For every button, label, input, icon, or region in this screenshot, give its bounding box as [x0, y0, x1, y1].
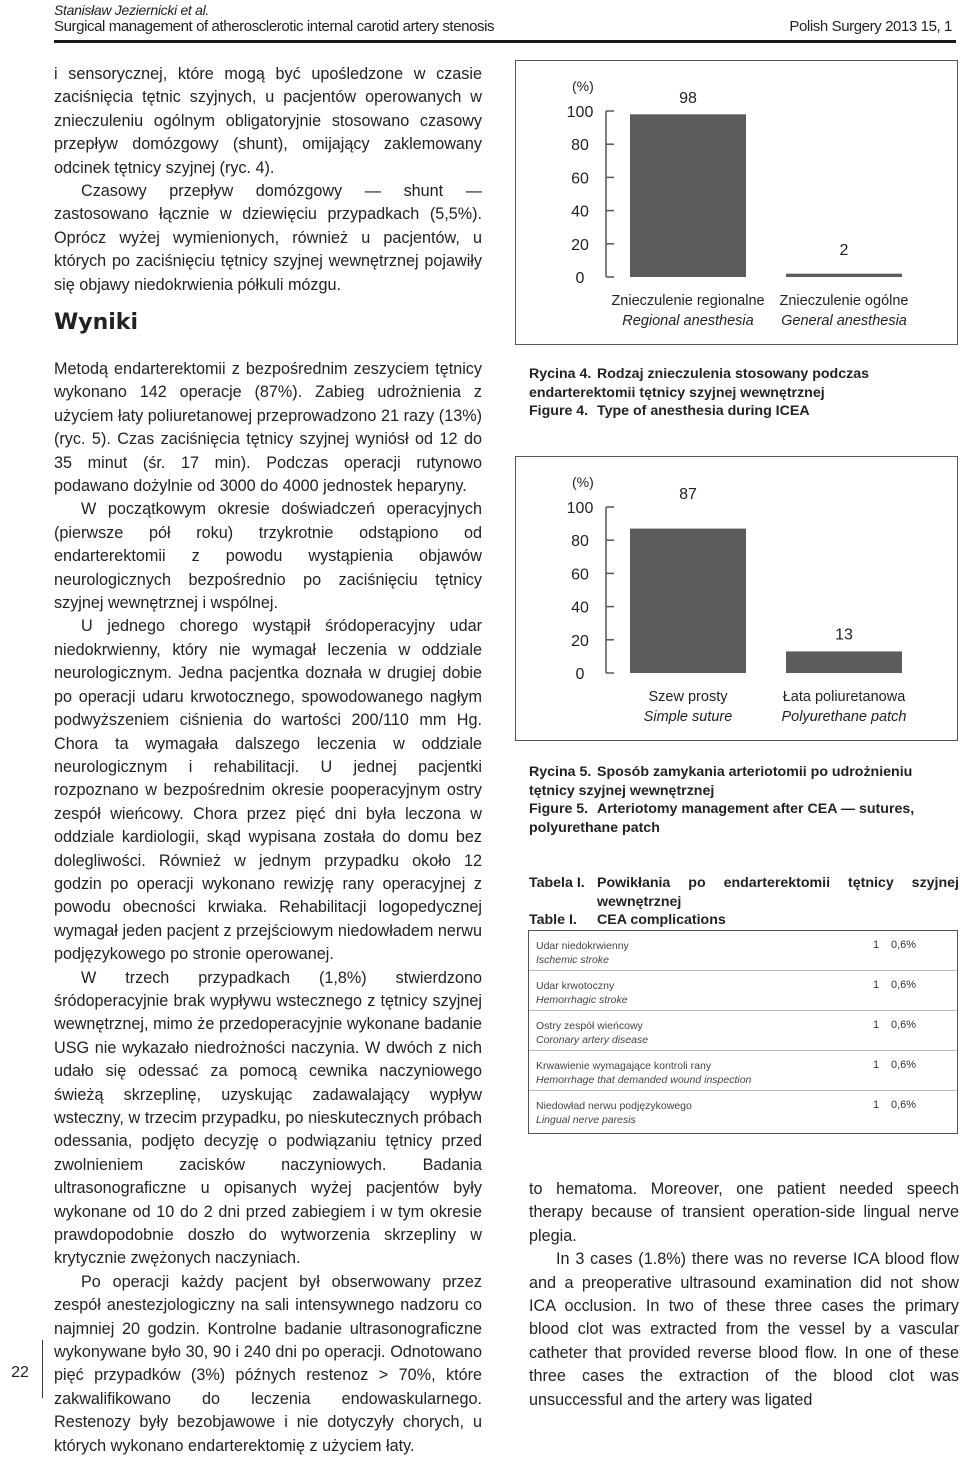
y-tick-label: 40 [571, 599, 589, 617]
table-cell-en: Hemorrhagic stroke [536, 994, 628, 1006]
table-1-caption [529, 874, 959, 930]
figure-5-label-en: Figure 5. [529, 801, 589, 817]
y-tick-label: 80 [571, 533, 589, 551]
table-cell-percent: 0,6% [891, 979, 917, 991]
table-1 [528, 930, 958, 1134]
figure-4-label-pl: Rycina 4. [529, 366, 592, 382]
paragraph: i sensorycznej, które mogą być upośledzone w czasie zaciśnięcia tętnic szyjnych, u pacjentów operowanych w znieczuleniu ogólnym obligatoryjnie stosowano czasowy przepływ domózgowy (shunt), omijający zaklemowany odcinek tętnicy szyjnej (ryc. 4). [54, 65, 482, 177]
figure-5-svg [516, 457, 957, 740]
table-row [529, 1091, 957, 1131]
page-number: 22 [11, 1364, 29, 1381]
bar-value-label: 2 [839, 242, 849, 259]
table-1-label-pl: Tabela I. [529, 875, 585, 891]
figure-5-text-en: Arteriotomy management after CEA — sutures, polyurethane patch [529, 801, 915, 836]
table-cell-en: Ischemic stroke [536, 954, 609, 966]
bar [786, 274, 902, 277]
section-title: Wyniki [54, 310, 138, 335]
table-1-title-en: CEA complications [597, 912, 726, 928]
y-axis-label: (%) [572, 474, 594, 490]
figure-4-caption [529, 365, 959, 421]
y-tick-label: 40 [571, 203, 589, 221]
table-row [529, 971, 957, 1011]
figure-5-text-pl: Sposób zamykania arteriotomii po udrożnieniu tętnicy szyjnej wewnętrznej [529, 764, 913, 799]
paragraph: W trzech przypadkach (1,8%) stwierdzono śródoperacyjnie brak wypływu wstecznego z tętnicy szyjnej wewnętrznej, mimo że przedoperacyjnie wykonane badanie USG nie wykazało niedrożności naczynia. W dwóch z nich udało się odessać za pomocą cewnika naczyniowego świeżą skrzeplinę, uzyskując zadawalający wypływ wsteczny, w trzecim przypadku, po nieskutecznych próbach odessania, podjęto decyzję o podwiązaniu tętnicy przed zwolnieniem zacisków naczyniowych. Badania ultrasonograficzne u opisanych wyżej pacjentów były wykonane od 10 do 2 dni przed zabiegiem i w tym okresie prawdopodobnie doszło do wytworzenia skrzepliny w krytycznie zwężonych naczyniach. [54, 968, 482, 1268]
x-tick-label: Łata poliuretanowa [782, 689, 906, 705]
y-tick-label: 60 [571, 170, 589, 188]
bar [630, 529, 746, 673]
y-tick-label: 60 [571, 566, 589, 584]
paragraph: W początkowym okresie doświadczeń operacyjnych (pierwsze pół roku) trzykrotnie odstąpiono od endarterektomii z powodu wystąpienia objawów neurologicznych bezpośrednio po zaciśnięciu tętnicy szyjnej wewnętrznej i wspólnej. [54, 500, 482, 613]
table-row [529, 1051, 957, 1091]
header-rule [54, 40, 956, 43]
bar-value-label: 13 [835, 626, 853, 644]
table-row [529, 1011, 957, 1051]
table-1-title-pl: Powikłania po endarterektomii tętnicy szyjnej wewnętrznej [597, 875, 959, 910]
paragraph: to hematoma. Moreover, one patient needed speech therapy because of transient operation-side lingual nerve plegia. [529, 1180, 959, 1245]
y-tick-label: 20 [571, 236, 589, 254]
table-cell-en: Hemorrhage that demanded wound inspection [536, 1074, 752, 1086]
figure-4-chart [515, 60, 958, 345]
table-cell-percent: 0,6% [891, 1059, 917, 1071]
table-cell-count: 1 [873, 1099, 880, 1111]
table-cell-pl: Udar niedokrwienny [536, 940, 629, 952]
page-number-rule [42, 1340, 43, 1398]
table-cell-pl: Krwawienie wymagające kontroli rany [536, 1060, 712, 1072]
y-tick-label: 100 [566, 500, 594, 517]
table-cell-count: 1 [873, 1019, 880, 1031]
table-1-label-en: Table I. [529, 912, 577, 928]
paragraph: Czasowy przepływ domózgowy — shunt — zastosowano łącznie w dziewięciu przypadkach (5,5%). Oprócz wyżej wymienionych, również u pacjentów, u których po zaciśnięciu tętnicy szyjnej wewnętrznej pojawiły się objawy niedokrwienia półkuli mózgu. [54, 182, 482, 294]
table-cell-pl: Udar krwotoczny [536, 980, 615, 992]
table-cell-pl: Niedowład nerwu podjęzykowego [536, 1100, 692, 1112]
paragraph: In 3 cases (1.8%) there was no reverse ICA blood flow and a preoperative ultrasound examination did not show ICA occlusion. In two of these three cases the primary blood clot was extracted from the vessel by a vascular catheter that provided reverse blood flow. In one of these three cases the extraction of the blood clot was unsuccessful and the artery was ligated [529, 1250, 959, 1409]
table-cell-count: 1 [873, 1059, 880, 1071]
x-tick-label: Znieczulenie ogólne [779, 293, 909, 309]
x-tick-label-en: Regional anesthesia [622, 313, 754, 329]
figure-4-svg [516, 61, 957, 344]
paragraph: Metodą endarterektomii z bezpośrednim zeszyciem tętnicy wykonano 142 operacje (87%). Zabieg udrożnienia z użyciem łaty poliuretanowej przeprowadzono 21 razy (13%) (ryc. 5). Czas zaciśnięcia tętnicy szyjnej wyniósł od 12 do 35 minut (śr. 17 min). Podczas operacji rutynowo podawano dożylnie od 3000 do 4000 jednostek heparyny. [54, 360, 482, 496]
figure-5-chart [515, 456, 958, 741]
figure-5-label-pl: Rycina 5. [529, 764, 592, 780]
table-cell-percent: 0,6% [891, 1019, 917, 1031]
y-axis-label: (%) [572, 78, 594, 94]
header-article-title: Surgical management of atherosclerotic internal carotid artery stenosis [54, 18, 495, 35]
x-tick-label: Znieczulenie regionalne [611, 293, 765, 309]
table-cell-en: Coronary artery disease [536, 1034, 649, 1046]
table-cell-en: Lingual nerve paresis [536, 1114, 636, 1126]
bar-value-label: 87 [679, 486, 697, 503]
table-cell-pl: Ostry zespół wieńcowy [536, 1020, 643, 1032]
header-author: Stanisław Jeziernicki et al. [54, 2, 209, 18]
x-tick-label-en: Simple suture [643, 709, 733, 725]
y-tick-label: 0 [575, 270, 585, 287]
y-tick-label: 20 [571, 632, 589, 650]
figure-4-text-pl: Rodzaj znieczulenia stosowany podczas endarterektomii tętnicy szyjnej wewnętrznej [529, 366, 869, 401]
figure-4-text-en: Type of anesthesia during ICEA [597, 403, 810, 419]
x-tick-label-en: Polyurethane patch [781, 709, 907, 725]
table-row [529, 931, 957, 971]
table-cell-count: 1 [873, 939, 880, 951]
paragraph: U jednego chorego wystąpił śródoperacyjny udar niedokrwienny, który nie wymagał leczenia w oddziale neurologicznym. Jedna pacjentka doznała w drugiej dobie po operacji udaru krwotocznego, spowodowanego nagłym podwyższeniem ciśnienia do wartości 200/110 mm Hg. Chora ta wymagała dalszego leczenia w oddziale neurologicznym i rehabilitacji. U jednej pacjentki rozpoznano w bezpośrednim okresie pooperacyjnym ostry zespół wieńcowy. Chora przez pięć dni była leczona w oddziale kardiologii, skąd wypisana została do domu bez dolegliwości. Również w jednym przypadku około 12 godzin po operacji wykonano rewizję rany operacyjnej z powodu obecności krwiaka. Rehabilitacji logopedycznej wymagał jeden pacjent z przejściowym niedowładem nerwu podjęzykowego po stronie operowanej. [54, 617, 482, 964]
bar-value-label: 98 [679, 90, 697, 107]
left-column-top [54, 63, 482, 297]
left-column-results [54, 358, 482, 1458]
x-tick-label: Szew prosty [648, 689, 728, 705]
table-cell-count: 1 [873, 979, 880, 991]
figure-4-label-en: Figure 4. [529, 403, 589, 419]
figure-5-caption [529, 763, 959, 837]
bar [786, 651, 902, 673]
paragraph: Po operacji każdy pacjent był obserwowany przez zespół anestezjologiczny na sali intensywnego nadzoru co najmniej 20 godzin. Kontrolne badanie ultrasonograficzne wykonywane było 30, 90 i 240 dni po operacji. Odnotowano pięć przypadków (3%) późnych restenoz > 70%, które zakwalifikowano do leczenia endowaskularnego. Restenozy były bezobjawowe i nie dotyczyły chorych, u których wykonano endarterektomię z użyciem łaty. [54, 1272, 482, 1455]
bar [630, 114, 746, 277]
table-cell-percent: 0,6% [891, 1099, 917, 1111]
x-tick-label-en: General anesthesia [781, 313, 907, 329]
header-journal: Polish Surgery 2013 15, 1 [789, 18, 952, 35]
table-cell-percent: 0,6% [891, 939, 917, 951]
right-column-text [529, 1178, 959, 1412]
y-tick-label: 80 [571, 137, 589, 155]
y-tick-label: 100 [566, 104, 594, 121]
y-tick-label: 0 [575, 666, 585, 683]
